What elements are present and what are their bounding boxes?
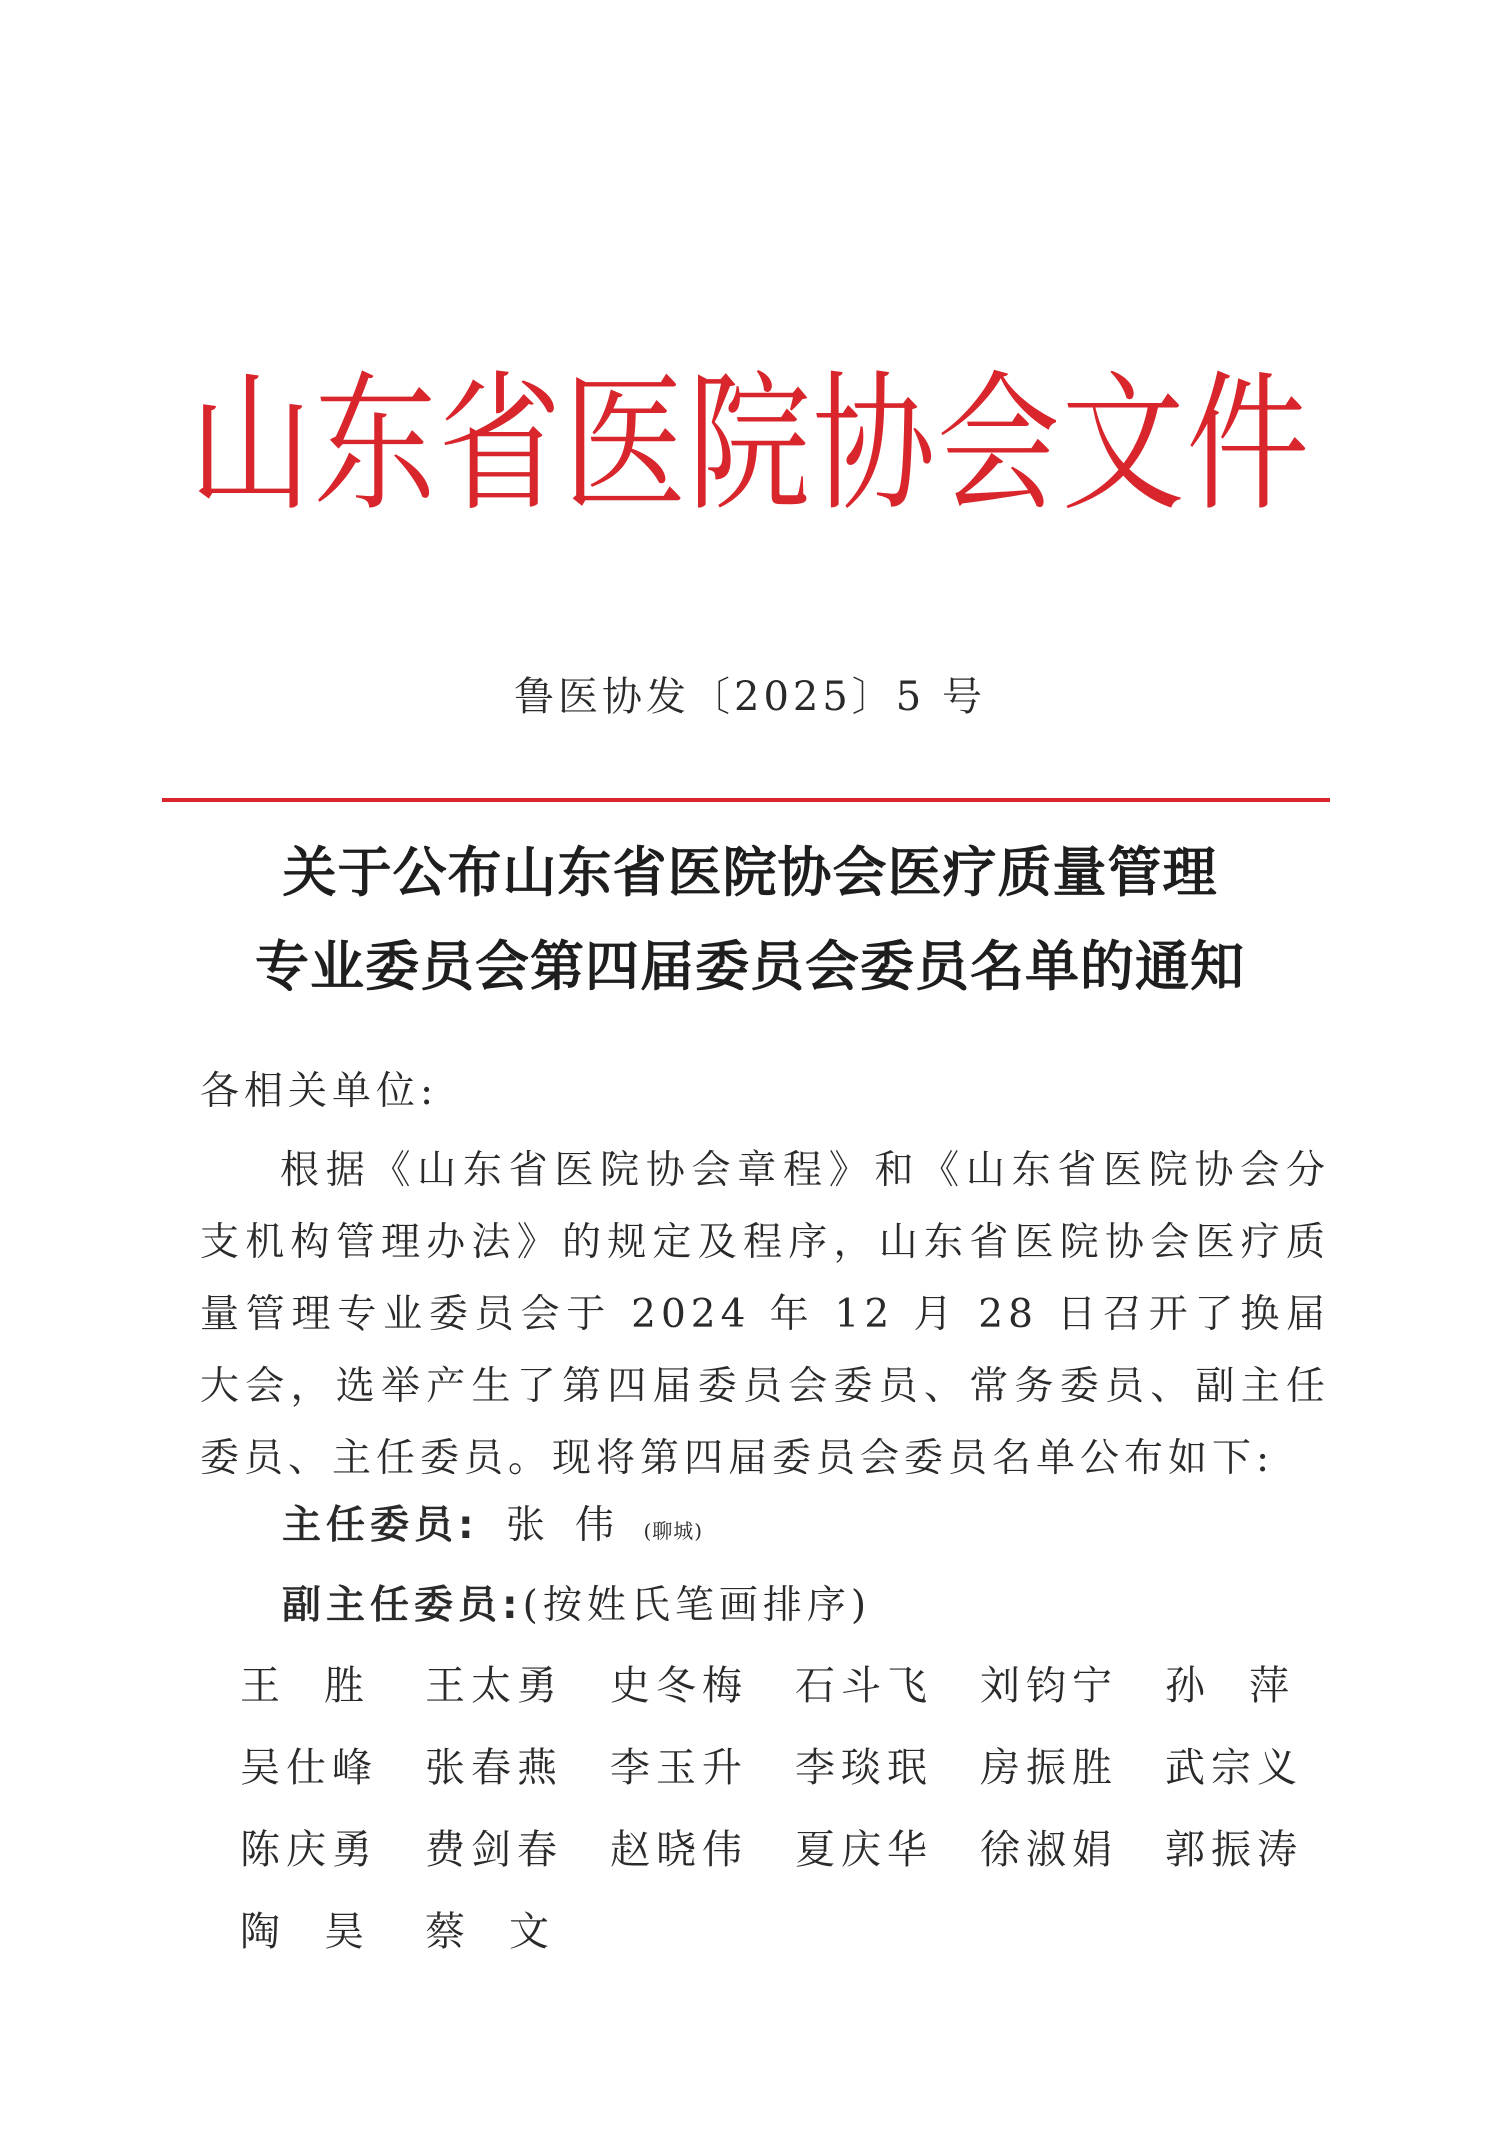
- vice-chair-name: 李玉升: [610, 1745, 748, 1791]
- vice-chair-name: 武宗义: [1165, 1745, 1303, 1791]
- masthead-title: 山东省医院协会文件: [189, 358, 1311, 532]
- vice-chair-name: 费剑春: [425, 1827, 563, 1873]
- vice-chair-name: 王胜: [240, 1663, 408, 1709]
- vice-chair-line: [282, 1570, 871, 1642]
- vice-chair-name: 孙萍: [1165, 1663, 1333, 1709]
- salutation: 各相关单位:: [200, 1069, 439, 1114]
- vice-chair-name: 夏庆华: [795, 1827, 933, 1873]
- notice-title-line-2: 专业委员会第四届委员会委员名单的通知: [255, 935, 1245, 998]
- chair-name: 张伟: [506, 1503, 645, 1548]
- vice-chair-name: 房振胜: [980, 1745, 1118, 1791]
- vice-chair-name: 石斗飞: [795, 1663, 933, 1709]
- vice-chair-name: 张春燕: [425, 1745, 563, 1791]
- vice-chair-names-list: [240, 1650, 1350, 1978]
- document-number: 鲁医协发〔2025〕5 号: [514, 674, 986, 720]
- vice-chair-name: 陈庆勇: [240, 1827, 378, 1873]
- vice-chair-name: 王太勇: [425, 1663, 563, 1709]
- vice-chair-name: 刘钧宁: [980, 1663, 1118, 1709]
- vice-chair-name: 赵晓伟: [610, 1827, 748, 1873]
- vice-chair-name: 史冬梅: [610, 1663, 748, 1709]
- chair-label: 主任委员:: [282, 1503, 479, 1548]
- vice-chair-sort-note: (按姓氏笔画排序): [522, 1583, 872, 1628]
- vice-chair-name: 李琰珉: [795, 1745, 933, 1791]
- vice-chair-label: 副主任委员:: [282, 1583, 523, 1628]
- body-paragraph: 根据《山东省医院协会章程》和《山东省医院协会分支机构管理办法》的规定及程序，山东省医院协会医疗质量管理专业委员会于 2024 年 12 月 28 日召开了换届大会，选举产生了第四届委员会委员、常务委员、副主任委员、主任委员。现将第四届委员会委员名单公布如下:: [200, 1148, 1330, 1481]
- vice-chair-name: 徐淑娟: [980, 1827, 1118, 1873]
- vice-chair-name: 吴仕峰: [240, 1745, 378, 1791]
- vice-chair-name: 陶昊: [240, 1909, 408, 1955]
- red-divider-line: [162, 798, 1330, 802]
- vice-chair-name: 蔡文: [425, 1909, 593, 1955]
- notice-title-line-1: 关于公布山东省医院协会医疗质量管理: [282, 841, 1218, 904]
- chair-affiliation: (聊城): [643, 1519, 704, 1543]
- chair-line: [282, 1490, 703, 1567]
- vice-chair-name: 郭振涛: [1165, 1827, 1303, 1873]
